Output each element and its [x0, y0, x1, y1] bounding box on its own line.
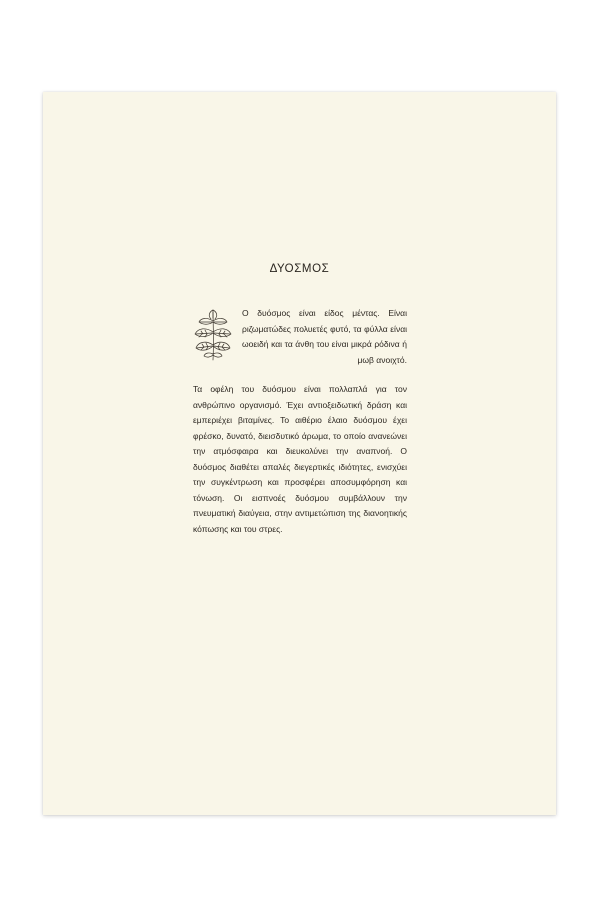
body-paragraph: Τα οφέλη του δυόσμου είναι πολλαπλά για τον ανθρώπινο οργανισμό. Έχει αντιοξειδωτική δράση και εμπεριέχει βιταμίνες. Το αιθέριο έλαιο δυόσμου έχει φρέσκο, δυνατό, διεισδυτικό άρωμα, το οποίο ανανεώνει την ατμόσφαιρα και διευκολύνει την αναπνοή. Ο δυόσμος διαθέτει απαλές διεγερτικές ιδιότητες, ενισχύει την συγκέντρωση και προσφέρει αποσυμφόρηση και τόνωση. Οι εισπνοές δυόσμου συμβάλλουν την πνευματική διαύγεια, στην αντιμετώπιση της διανοητικής κόπωσης και του στρες.	[193, 384, 407, 534]
mint-sprig-icon	[193, 306, 235, 362]
intro-paragraph: Ο δυόσμος είναι είδος μέντας. Είναι ριζωματώδες πολυετές φυτό, τα φύλλα είναι ωοειδή και τα άνθη του είναι μικρά ρόδινα ή μωβ ανοιχτό.	[242, 308, 407, 365]
page-title: ΔΥΟΣΜΟΣ	[269, 263, 330, 275]
document-page	[43, 92, 556, 815]
